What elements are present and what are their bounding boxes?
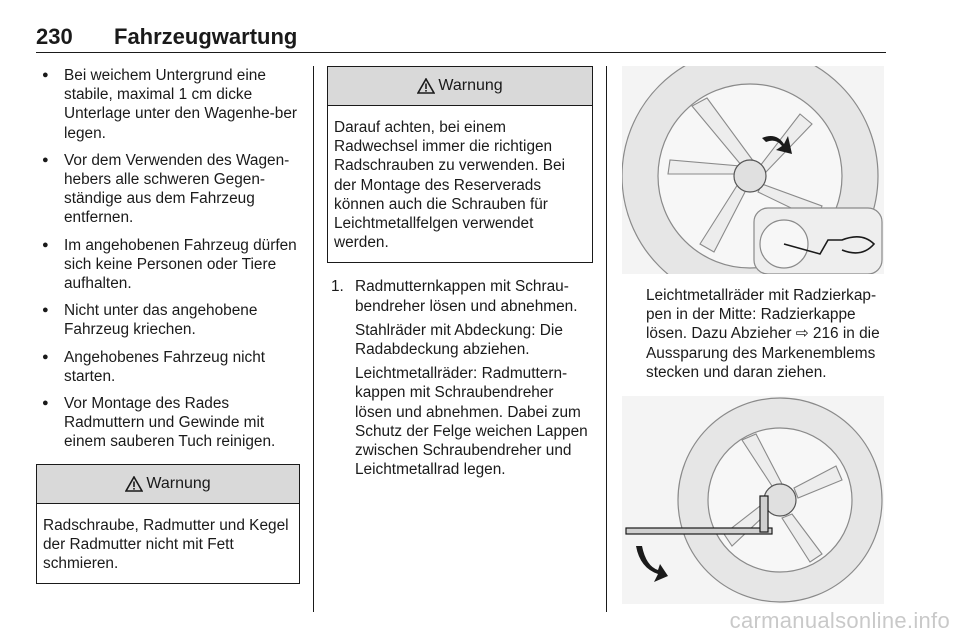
page-reference-arrow-icon: ⇨ (795, 325, 809, 343)
wheel-wrench-illustration (622, 396, 884, 604)
bullet-item: ● Vor Montage des Rades Radmuttern und Gewinde mit einem sauberen Tuch reinigen. (36, 394, 300, 452)
warning-triangle-icon (125, 476, 143, 492)
warning-box-grease (36, 464, 300, 585)
step-text: Radmutternkappen mit Schrau-bendreher lösen und abnehmen. (355, 278, 578, 315)
warning-text: Radschraube, Radmutter und Kegel der Radmutter nicht mit Fett schmieren. (43, 516, 289, 573)
step-paragraph: Stahlräder mit Abdeckung: Die Radabdeckung abziehen. (355, 321, 563, 359)
right-column (622, 66, 890, 604)
figure-caption (646, 286, 890, 382)
step-item (327, 277, 593, 479)
middle-column (327, 66, 593, 484)
bullet-item: ● Vor dem Verwenden des Wagen-hebers alle schweren Gegen-ständige aus dem Fahrzeug entfernen. (36, 151, 300, 228)
chapter-title: Fahrzeugwartung (114, 24, 298, 49)
step-paragraph: Leichtmetallräder: Radmuttern-kappen mit Schraubendreher lösen und abnehmen. Dabei zum Schutz der Felge weichen Lappen zwischen Schraubendreher und Leichtmetallrad legen. (355, 365, 588, 479)
caption-text: 216 in die Aussparung des Markenemblems stecken und daran ziehen. (646, 325, 880, 381)
caption-text: Leichtmetallräder mit Radzierkap-pen in der Mitte: Radzierkappe lösen. Dazu Abzieher (646, 287, 877, 343)
warning-header (328, 67, 592, 106)
step-number: 1. (331, 278, 344, 296)
warning-title: Warnung (146, 475, 211, 493)
page-number: 230 (36, 24, 73, 49)
page-header (36, 24, 886, 53)
warning-text: Darauf achten, bei einem Radwechsel immer die richtigen Radschrauben zu verwenden. Bei der Montage des Reserverads können auch die Schrauben für Leichtmetallfelgen verwendet werden. (334, 119, 566, 252)
bullet-item: ● Nicht unter das angehobene Fahrzeug kriechen. (36, 301, 300, 339)
column-divider-left (313, 66, 314, 612)
column-divider-right (606, 66, 607, 612)
left-column (36, 66, 300, 584)
bullet-item: ● Im angehobenen Fahrzeug dürfen sich keine Personen oder Tiere aufhalten. (36, 236, 300, 294)
warning-box-bolts (327, 66, 593, 263)
watermark: carmanualsonline.info (729, 608, 950, 633)
warning-header (37, 465, 299, 504)
warning-triangle-icon (417, 78, 435, 94)
bullet-item: ● Angehobenes Fahrzeug nicht starten. (36, 348, 300, 386)
hubcap-removal-illustration (622, 66, 884, 274)
procedure-steps (327, 277, 593, 479)
bullet-item: ● Bei weichem Untergrund eine stabile, maximal 1 cm dicke Unterlage unter den Wagenhe-ber legen. (36, 66, 300, 143)
warning-title: Warnung (438, 77, 503, 95)
safety-bullet-list (36, 66, 300, 452)
